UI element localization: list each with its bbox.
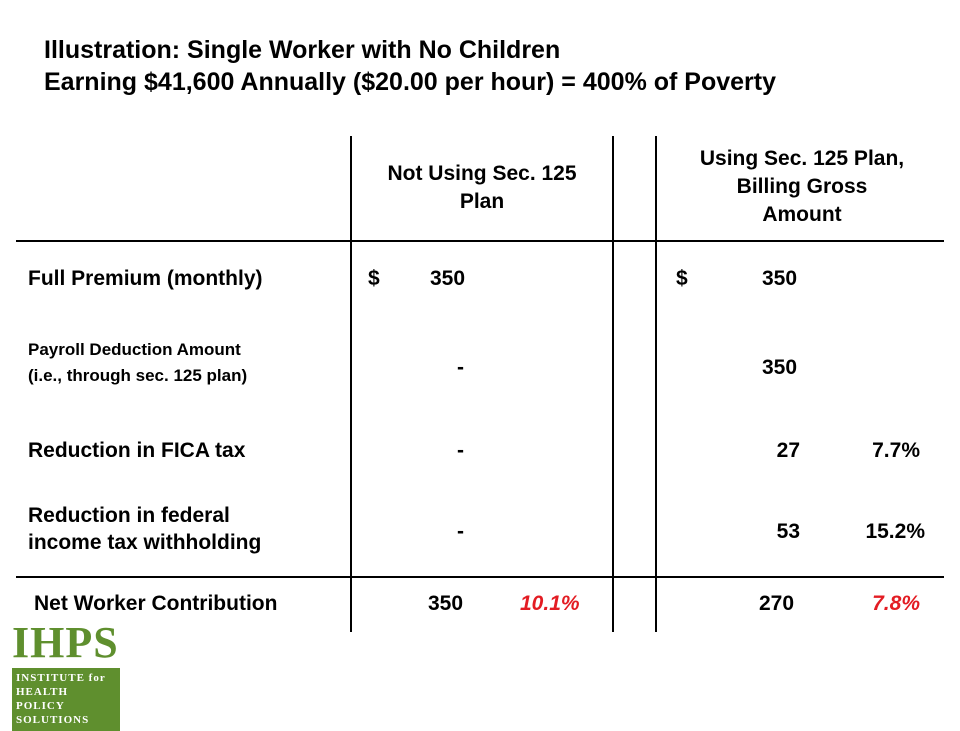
using-dollar-sign: $: [676, 267, 688, 290]
header-using: [657, 145, 947, 229]
row-label-net-contribution: Net Worker Contribution: [34, 592, 278, 615]
not-using-federal-tax: -: [457, 520, 464, 543]
using-fica-value: 27: [776, 439, 800, 462]
using-federal-tax-pct: 15.2%: [865, 520, 925, 543]
row-label-federal-tax: [28, 502, 261, 556]
logo-line-1: INSTITUTE for: [16, 672, 106, 684]
row-label-fica: Reduction in FICA tax: [28, 439, 246, 462]
header-using-line-2: Billing Gross: [736, 175, 868, 198]
title-line-2: Earning $41,600 Annually ($20.00 per hour) = 400% of Poverty: [44, 68, 776, 96]
row-label-full-premium: Full Premium (monthly): [28, 267, 263, 290]
title-line-1: Illustration: Single Worker with No Children: [44, 36, 561, 64]
using-net-value: 270: [759, 592, 795, 615]
net-rule: [16, 576, 944, 578]
using-federal-tax-value: 53: [776, 520, 800, 543]
header-not-using-line-2: Plan: [459, 190, 505, 213]
row-label-payroll-line-1: Payroll Deduction Amount: [28, 340, 241, 359]
using-fica-pct: 7.7%: [872, 439, 920, 462]
header-rule: [16, 240, 944, 242]
not-using-fica: -: [457, 439, 464, 462]
row-label-federal-line-1: Reduction in federal: [28, 504, 230, 527]
header-using-line-1: Using Sec. 125 Plan,: [699, 147, 905, 170]
slide-title: [44, 34, 776, 98]
not-using-dollar-sign: $: [368, 267, 380, 290]
using-payroll-deduction: 350: [762, 356, 798, 379]
row-label-payroll-line-2: (i.e., through sec. 125 plan): [28, 366, 248, 385]
row-label-federal-line-2: income tax withholding: [28, 531, 262, 554]
logo-tagline-box: [12, 668, 120, 731]
not-using-full-premium: 350: [430, 267, 466, 290]
logo-line-3: SOLUTIONS: [16, 714, 90, 726]
header-not-using-line-1: Not Using Sec. 125: [387, 162, 577, 185]
logo-wordmark: IHPS: [12, 618, 119, 667]
using-full-premium: 350: [762, 267, 798, 290]
not-using-net-pct: 10.1%: [520, 592, 580, 615]
row-label-payroll-deduction: [28, 337, 247, 389]
ihps-logo: [12, 620, 120, 731]
header-not-using: [352, 160, 612, 216]
logo-line-2: HEALTH POLICY: [16, 686, 69, 712]
header-using-line-3: Amount: [762, 203, 842, 226]
not-using-net-value: 350: [428, 592, 464, 615]
using-net-pct: 7.8%: [872, 592, 920, 615]
not-using-payroll-deduction: -: [457, 356, 464, 379]
col-divider-2: [612, 136, 614, 632]
